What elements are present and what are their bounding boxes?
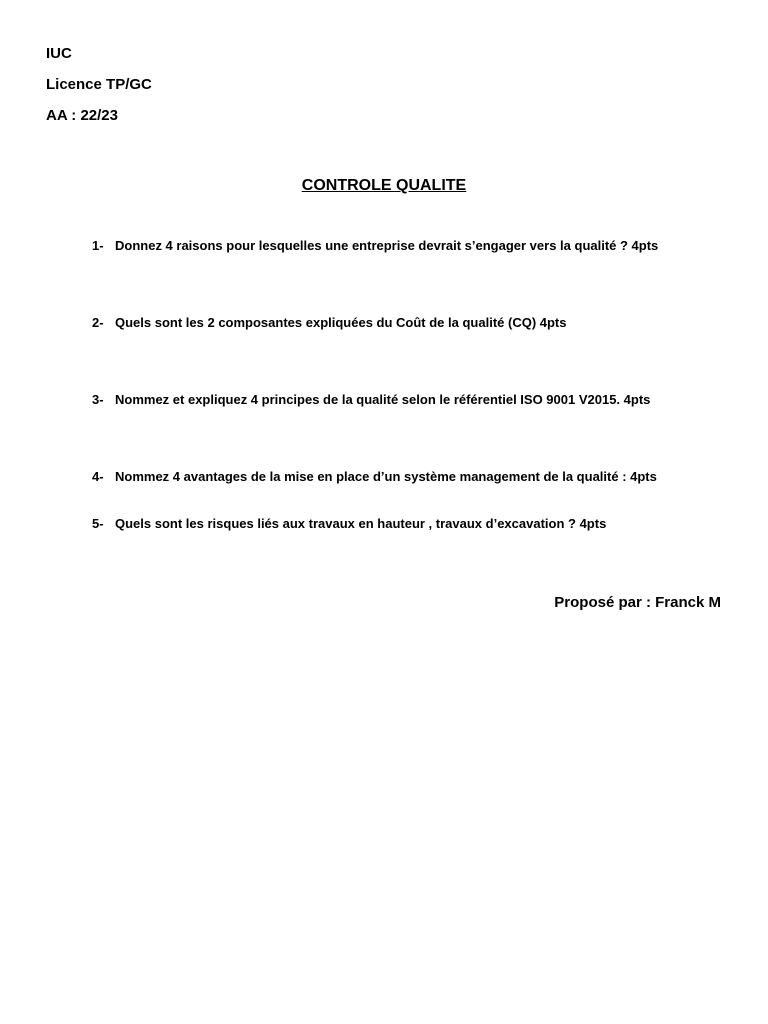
question-item [92,392,650,408]
question-text: Nommez et expliquez 4 principes de la qualité selon le référentiel ISO 9001 V2015. 4pts [115,392,651,407]
question-item [92,238,658,254]
question-text: Donnez 4 raisons pour lesquelles une entreprise devrait s’engager vers la qualité ? 4pts [115,238,659,253]
question-text: Quels sont les risques liés aux travaux en hauteur , travaux d’excavation ? 4pts [115,516,607,531]
document-title: CONTROLE QUALITE [301,177,467,194]
academic-year: AA : 22/23 [46,107,118,124]
question-number: 4- [92,469,104,484]
question-number: 3- [92,392,104,407]
school-name: IUC [46,45,72,62]
question-number: 5- [92,516,104,531]
program-level: Licence TP/GC [46,76,152,93]
author-signature: Proposé par : Franck M [554,594,721,611]
question-item [92,469,657,485]
question-number: 1- [92,238,104,253]
question-item [92,315,566,331]
question-item [92,516,606,532]
question-number: 2- [92,315,104,330]
question-text: Quels sont les 2 composantes expliquées du Coût de la qualité (CQ) 4pts [115,315,567,330]
question-text: Nommez 4 avantages de la mise en place d’un système management de la qualité : 4pts [115,469,657,484]
